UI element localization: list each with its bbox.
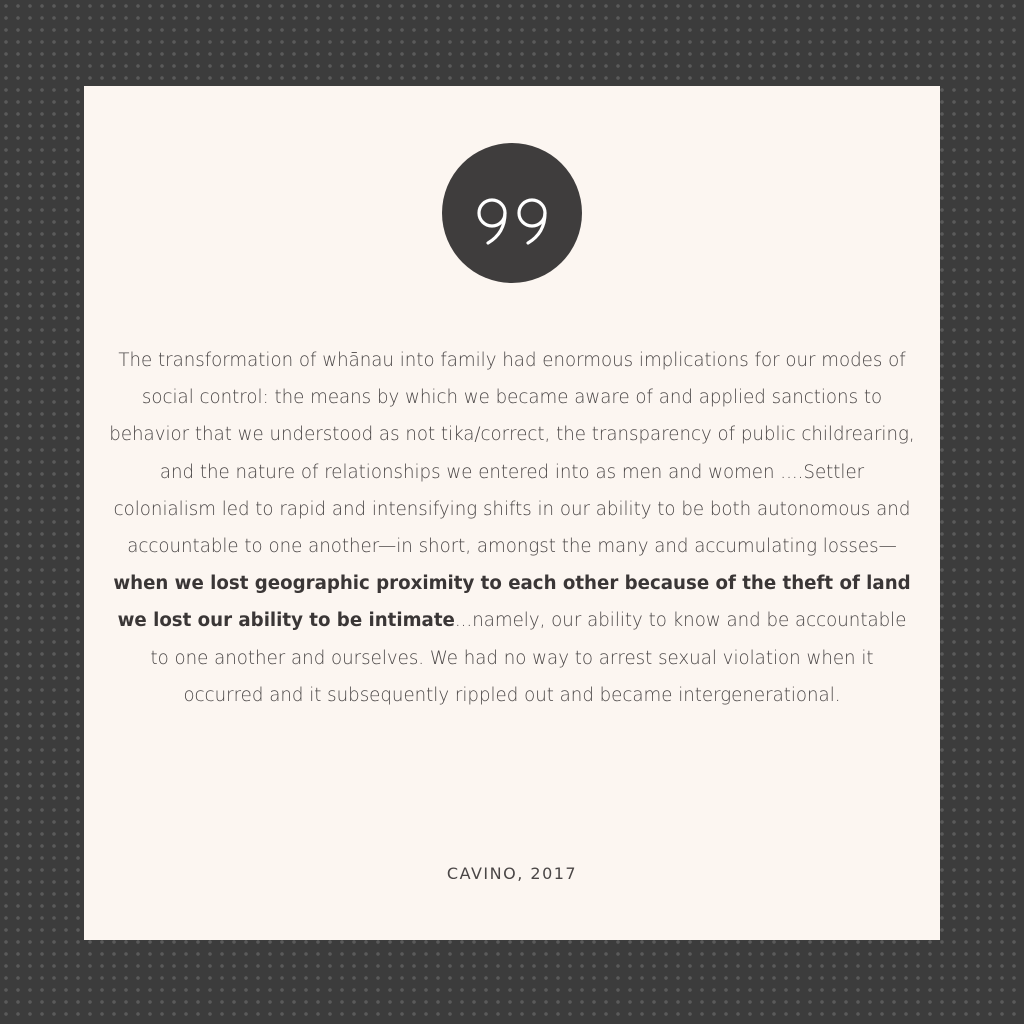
quote-text-part1: The transformation of whānau into family had enormous implications for our modes of social control: the means by which we became aware of and applied sanctions to behavior that we understood as not tika/correct, the transparency of public childrearing, and the nature of relationships we entered into as men and women ....Settler colonialism led to rapid and intensifying shifts in our ability to be both autonomous and accountable to one another—in short, amongst the many and accumulating losses—: [109, 350, 915, 558]
attribution: CAVINO, 2017: [446, 864, 578, 883]
quote-text: [108, 342, 916, 714]
quote-emphasis: when we lost geographic proximity to each other because of the theft of land we lost our ability to be intimate: [113, 573, 911, 632]
quote-text-part2: ...namely, our ability to know and be accountable to one another and ourselves. We had no way to arrest sexual violation when it occurred and it subsequently rippled out and became intergenerational.: [150, 610, 907, 706]
quote-card: [84, 86, 940, 940]
quote-marks-icon: [442, 143, 582, 283]
quote-badge: [442, 143, 582, 283]
